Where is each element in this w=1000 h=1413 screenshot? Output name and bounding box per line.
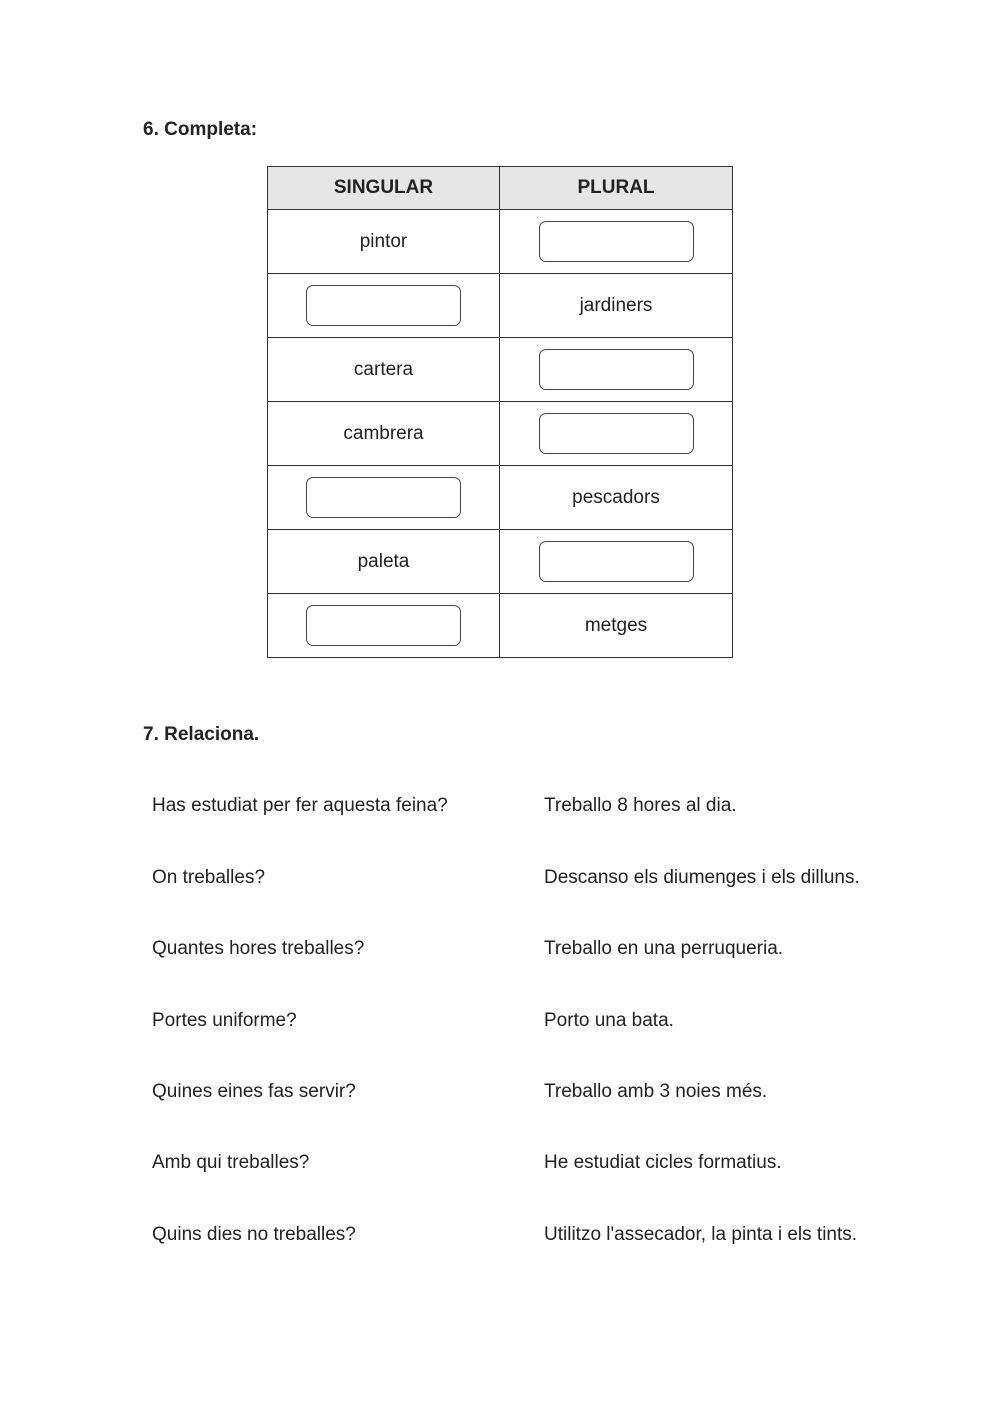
match-row (0, 1224, 1000, 1254)
answer-item[interactable]: Treballo 8 hores al dia. (544, 795, 737, 816)
plural-cell (500, 338, 733, 402)
question-item[interactable]: Amb qui treballes? (152, 1152, 310, 1173)
answer-item[interactable]: He estudiat cicles formatius. (544, 1152, 782, 1173)
table-row (268, 338, 733, 402)
table-row (268, 210, 733, 274)
match-row (0, 1010, 1000, 1040)
answer-input-box[interactable] (306, 605, 461, 646)
answer-item[interactable]: Treballo amb 3 noies més. (544, 1081, 768, 1102)
table-row (268, 402, 733, 466)
plural-cell: pescadors (500, 466, 733, 530)
table-row (268, 530, 733, 594)
singular-cell: cartera (268, 338, 500, 402)
plural-cell: metges (500, 594, 733, 658)
answer-input-box[interactable] (306, 285, 461, 326)
match-row (0, 795, 1000, 825)
answer-input-box[interactable] (306, 477, 461, 518)
singular-cell: pintor (268, 210, 500, 274)
singular-cell (268, 466, 500, 530)
exercise-7-title: 7. Relaciona. (143, 724, 260, 745)
answer-input-box[interactable] (539, 221, 694, 262)
exercise-6-title: 6. Completa: (143, 119, 258, 140)
answer-input-box[interactable] (539, 413, 694, 454)
answer-item[interactable]: Porto una bata. (544, 1010, 674, 1031)
header-singular: SINGULAR (268, 167, 500, 210)
singular-cell (268, 274, 500, 338)
question-item[interactable]: On treballes? (152, 867, 266, 888)
answer-input-box[interactable] (539, 541, 694, 582)
question-item[interactable]: Portes uniforme? (152, 1010, 297, 1031)
answer-item[interactable]: Treballo en una perruqueria. (544, 938, 784, 959)
header-plural: PLURAL (500, 167, 733, 210)
question-item[interactable]: Quantes hores treballes? (152, 938, 365, 959)
plural-cell (500, 530, 733, 594)
match-row (0, 1081, 1000, 1111)
table-row (268, 274, 733, 338)
singular-plural-table (267, 166, 733, 658)
question-item[interactable]: Quins dies no treballes? (152, 1224, 356, 1245)
match-row (0, 867, 1000, 897)
plural-cell (500, 210, 733, 274)
table-row (268, 594, 733, 658)
singular-cell: cambrera (268, 402, 500, 466)
match-row (0, 1152, 1000, 1182)
question-item[interactable]: Has estudiat per fer aquesta feina? (152, 795, 448, 816)
answer-input-box[interactable] (539, 349, 694, 390)
table-row (268, 466, 733, 530)
match-row (0, 938, 1000, 968)
plural-cell: jardiners (500, 274, 733, 338)
answer-item[interactable]: Descanso els diumenges i els dilluns. (544, 867, 860, 888)
answer-item[interactable]: Utilitzo l'assecador, la pinta i els tints. (544, 1224, 858, 1245)
singular-cell (268, 594, 500, 658)
plural-cell (500, 402, 733, 466)
table-header-row (268, 167, 733, 210)
question-item[interactable]: Quines eines fas servir? (152, 1081, 356, 1102)
singular-cell: paleta (268, 530, 500, 594)
